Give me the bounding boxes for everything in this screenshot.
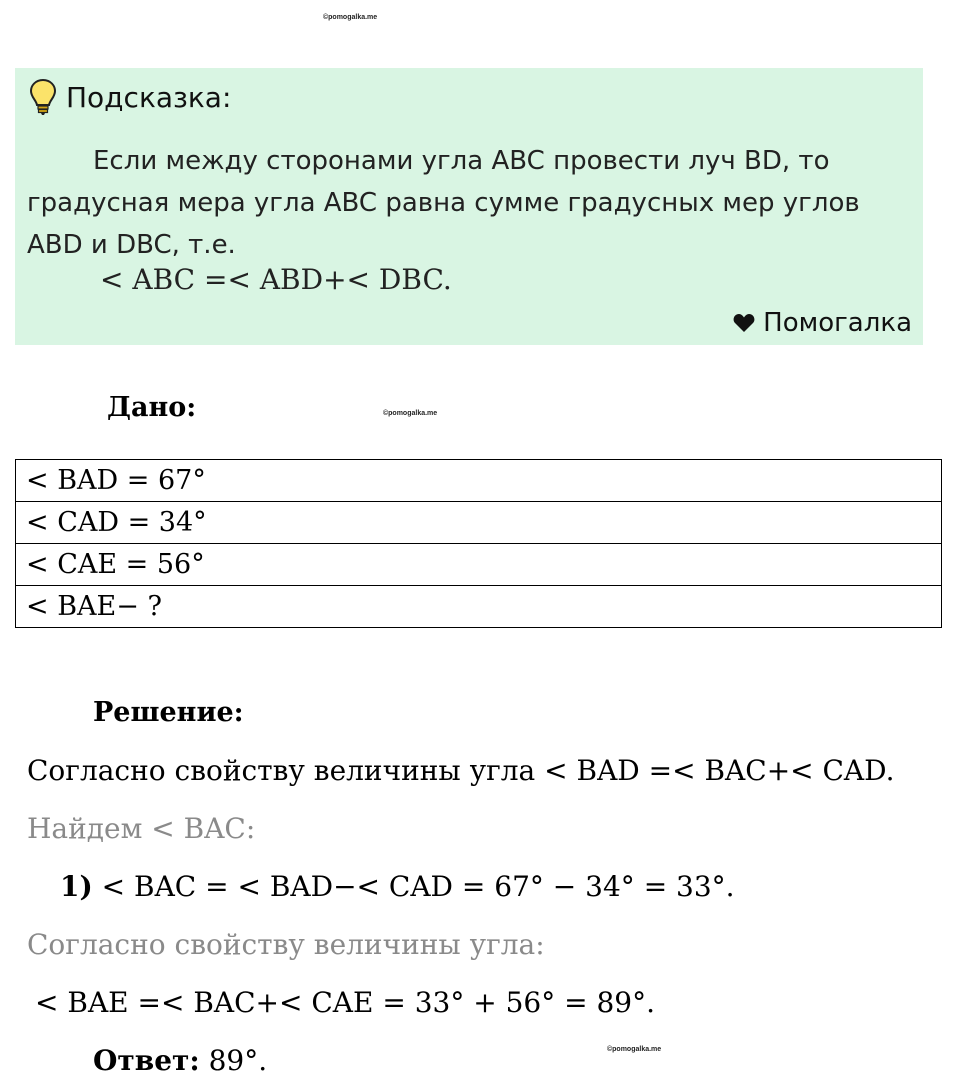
hint-line-2: градусная мера угла ABC равна сумме градусных мер углов xyxy=(27,188,860,218)
hint-title-text: Подсказка: xyxy=(66,80,232,114)
watermark-middle: ©pomogalka.me xyxy=(383,410,438,417)
hint-line-3: ABD и DBC, т.е. xyxy=(27,230,236,260)
given-cell: < CAE = 56° xyxy=(16,544,942,586)
solution-line-1: Согласно свойству величины угла < BAD =< BAC+< CAD. xyxy=(27,754,895,787)
hint-text xyxy=(27,140,907,266)
solution-step-1 xyxy=(60,870,735,903)
given-row xyxy=(16,460,942,502)
answer-value: 89°. xyxy=(208,1044,268,1077)
solution-line-2: Найдем < BAC: xyxy=(27,812,256,845)
brand xyxy=(733,308,912,338)
given-table xyxy=(15,459,942,628)
answer xyxy=(93,1044,267,1077)
solution-title: Решение: xyxy=(93,697,244,728)
given-row xyxy=(16,544,942,586)
hint-formula: < ABC =< ABD+< DBC. xyxy=(100,263,452,296)
given-cell: < CAD = 34° xyxy=(16,502,942,544)
hint-title xyxy=(30,78,231,116)
answer-label: Ответ: xyxy=(93,1044,200,1077)
solution-line-4: < BAE =< BAC+< CAE = 33° + 56° = 89°. xyxy=(35,986,656,1019)
heart-icon xyxy=(733,313,755,333)
given-row xyxy=(16,502,942,544)
watermark-bottom: ©pomogalka.me xyxy=(607,1046,662,1053)
step-formula: < BAC = < BAD−< CAD = 67° − 34° = 33°. xyxy=(101,870,735,903)
step-number: 1) xyxy=(60,870,93,903)
given-title: Дано: xyxy=(107,392,197,423)
given-cell: < BAD = 67° xyxy=(16,460,942,502)
solution-line-3: Согласно свойству величины угла: xyxy=(27,928,545,961)
lightbulb-icon xyxy=(30,78,56,116)
given-row xyxy=(16,586,942,628)
watermark-top: ©pomogalka.me xyxy=(323,14,378,21)
hint-line-1: Если между сторонами угла ABC провести луч BD, то xyxy=(93,146,830,176)
brand-text: Помогалка xyxy=(763,308,912,338)
given-cell: < BAE− ? xyxy=(16,586,942,628)
